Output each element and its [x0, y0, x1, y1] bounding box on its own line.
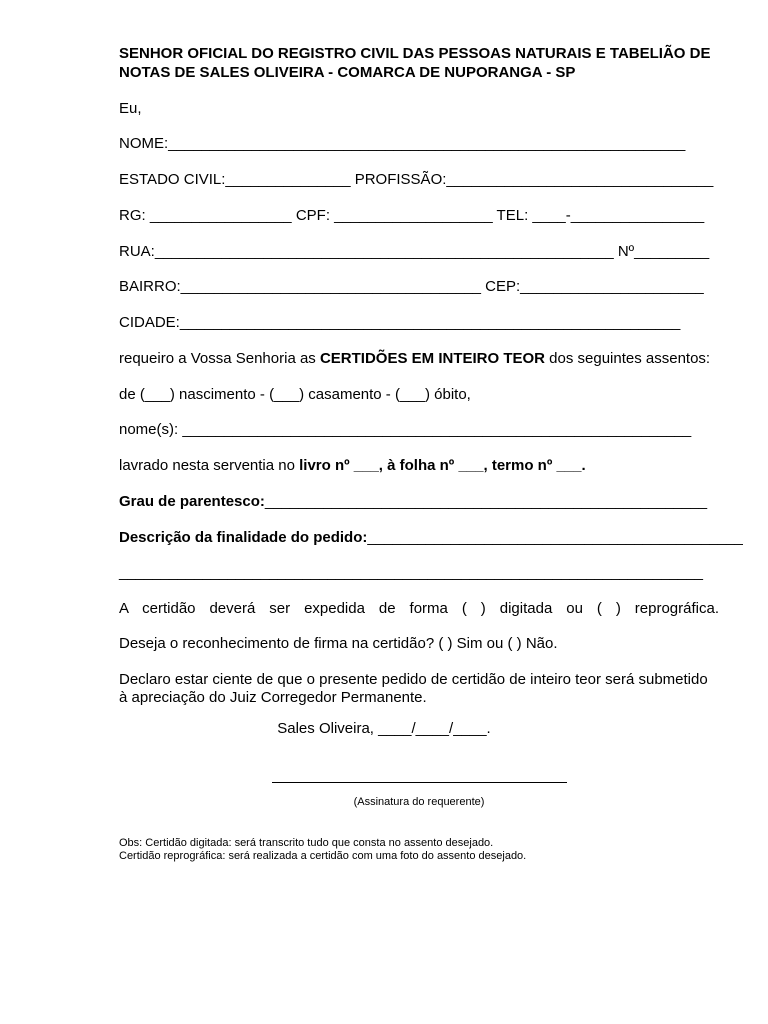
document-header: [119, 44, 719, 82]
rua-field[interactable]: RUA:_______________________________________________________ Nº_________: [119, 243, 710, 260]
signature-label: (Assinatura do requerente): [353, 796, 485, 808]
bairro-cep-field[interactable]: BAIRRO:____________________________________ CEP:______________________: [119, 278, 704, 295]
title-line-2: NOTAS DE SALES OLIVEIRA - COMARCA DE NUPORANGA - SP: [119, 64, 576, 81]
nome-field[interactable]: NOME:______________________________________________________________: [119, 135, 686, 152]
forma-expedicao-text[interactable]: A certidão deverá ser expedida de forma ( ) digitada ou ( ) reprográfica.: [119, 600, 719, 617]
requeiro-text: requeiro a Vossa Senhoria as CERTIDÕES EM INTEIRO TEOR dos seguintes assentos:: [119, 350, 711, 367]
eu-text: Eu,: [119, 100, 142, 117]
declaracao-text: Declaro estar ciente de que o presente pedido de certidão de inteiro teor será submetido à apreciação do Juiz Corregedor Permanente.: [119, 671, 708, 706]
cidade-field[interactable]: CIDADE:____________________________________________________________: [119, 314, 681, 331]
grau-parentesco-field[interactable]: Grau de parentesco:_____________________________________________________: [119, 493, 708, 510]
signature-line[interactable]: [272, 782, 567, 783]
tipos-assento-field[interactable]: de (___) nascimento - (___) casamento - (___) óbito,: [119, 386, 471, 403]
nomes-field[interactable]: nome(s): _____________________________________________________________: [119, 421, 692, 438]
obs-note-2: Certidão reprográfica: será realizada a certidão com uma foto do assento desejado.: [119, 850, 527, 862]
rg-cpf-tel-field[interactable]: RG: _________________ CPF: ___________________ TEL: ____-________________: [119, 207, 705, 224]
obs-note-1: Obs: Certidão digitada: será transcrito tudo que consta no assento desejado.: [119, 837, 494, 849]
local-data-field[interactable]: Sales Oliveira, ____/____/____.: [277, 720, 491, 737]
title-line-1: SENHOR OFICIAL DO REGISTRO CIVIL DAS PESSOAS NATURAIS E TABELIÃO DE: [119, 45, 711, 62]
lavrado-text: lavrado nesta serventia no livro nº ___, à folha nº ___, termo nº ___.: [119, 457, 586, 474]
descricao-finalidade-field[interactable]: Descrição da finalidade do pedido:_____________________________________________: [119, 529, 743, 546]
descricao-blank-line[interactable]: ______________________________________________________________________: [119, 564, 703, 581]
reconhecimento-firma-text[interactable]: Deseja o reconhecimento de firma na certidão? ( ) Sim ou ( ) Não.: [119, 635, 558, 652]
estado-civil-profissao-field[interactable]: ESTADO CIVIL:_______________ PROFISSÃO:________________________________: [119, 171, 714, 188]
